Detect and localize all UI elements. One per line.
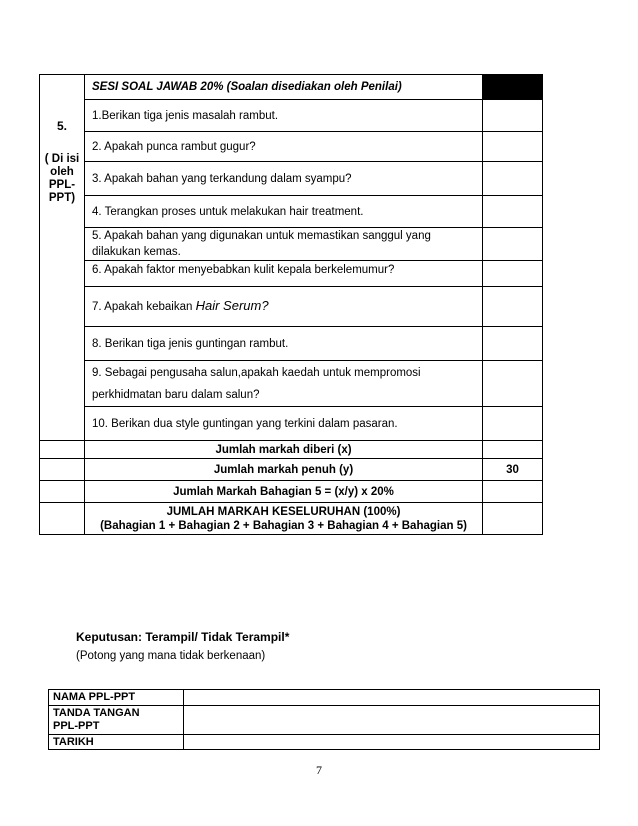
blank-cell [40, 441, 85, 459]
mark-cell-4[interactable] [483, 196, 543, 228]
question-4: 4. Terangkan proses untuk melakukan hair treatment. [85, 196, 483, 228]
mark-cell-9[interactable] [483, 361, 543, 407]
jumlah-diberi-label: Jumlah markah diberi (x) [85, 441, 483, 459]
tarikh-field[interactable] [184, 735, 600, 750]
tanda-tangan-field[interactable] [184, 706, 600, 735]
question-3: 3. Apakah bahan yang terkandung dalam syampu? [85, 162, 483, 196]
keseluruhan-value[interactable] [483, 503, 543, 535]
blank-cell [40, 503, 85, 535]
section-note-line: PPL- [48, 179, 76, 191]
question-7-italic: Hair Serum? [195, 298, 269, 313]
jumlah-penuh-value: 30 [483, 459, 543, 481]
question-9: 9. Sebagai pengusaha salun,apakah kaedah untuk mempromosi perkhidmatan baru dalam salun? [85, 361, 483, 407]
mark-cell-3[interactable] [483, 162, 543, 196]
keseluruhan-line-2: (Bahagian 1 + Bahagian 2 + Bahagian 3 + Bahagian 4 + Bahagian 5) [100, 519, 467, 532]
section-number: 5. [56, 119, 67, 133]
blank-cell [40, 459, 85, 481]
jumlah-bahagian-value[interactable] [483, 481, 543, 503]
keseluruhan-line-1: JUMLAH MARKAH KESELURUHAN (100%) [166, 505, 401, 518]
section-header: SESI SOAL JAWAB 20% (Soalan disediakan oleh Penilai) [85, 75, 483, 100]
mark-cell-8[interactable] [483, 327, 543, 361]
mark-cell-2[interactable] [483, 132, 543, 162]
question-8: 8. Berikan tiga jenis guntingan rambut. [85, 327, 483, 361]
jumlah-penuh-label: Jumlah markah penuh (y) [85, 459, 483, 481]
section-cell [40, 75, 85, 441]
tarikh-label: TARIKH [49, 735, 184, 750]
assessment-table [39, 74, 543, 535]
mark-cell-5[interactable] [483, 228, 543, 261]
keseluruhan-label [85, 503, 483, 535]
decision-note: (Potong yang mana tidak berkenaan) [76, 650, 266, 662]
decision-title: Keputusan: Terampil/ Tidak Terampil* [76, 630, 290, 644]
nama-label: NAMA PPL-PPT [49, 690, 184, 706]
mark-cell-1[interactable] [483, 100, 543, 132]
question-5: 5. Apakah bahan yang digunakan untuk memastikan sanggul yang dilakukan kemas. [85, 228, 483, 261]
jumlah-bahagian-label: Jumlah Markah Bahagian 5 = (x/y) x 20% [85, 481, 483, 503]
section-note-line: ( Di isi [44, 153, 80, 165]
section-note-line: oleh [50, 166, 74, 178]
question-1: 1.Berikan tiga jenis masalah rambut. [85, 100, 483, 132]
tanda-tangan-line-2: PPL-PPT [53, 720, 100, 732]
nama-field[interactable] [184, 690, 600, 706]
question-6: 6. Apakah faktor menyebabkan kulit kepala berkelemumur? [85, 261, 483, 287]
question-10: 10. Berikan dua style guntingan yang terkini dalam pasaran. [85, 407, 483, 441]
mark-cell-7[interactable] [483, 287, 543, 327]
question-7 [85, 287, 483, 327]
jumlah-diberi-value[interactable] [483, 441, 543, 459]
decision-block [76, 630, 289, 662]
tanda-tangan-label [49, 706, 184, 735]
section-note-line: PPT) [48, 192, 76, 204]
mark-cell-10[interactable] [483, 407, 543, 441]
question-2: 2. Apakah punca rambut gugur? [85, 132, 483, 162]
blank-cell [40, 481, 85, 503]
mark-cell-6[interactable] [483, 261, 543, 287]
question-7-text: 7. Apakah kebaikan [92, 301, 196, 313]
page-number: 7 [316, 763, 322, 777]
header-black-cell [483, 75, 543, 100]
signature-table [48, 689, 600, 750]
tanda-tangan-line-1: TANDA TANGAN [53, 707, 140, 719]
